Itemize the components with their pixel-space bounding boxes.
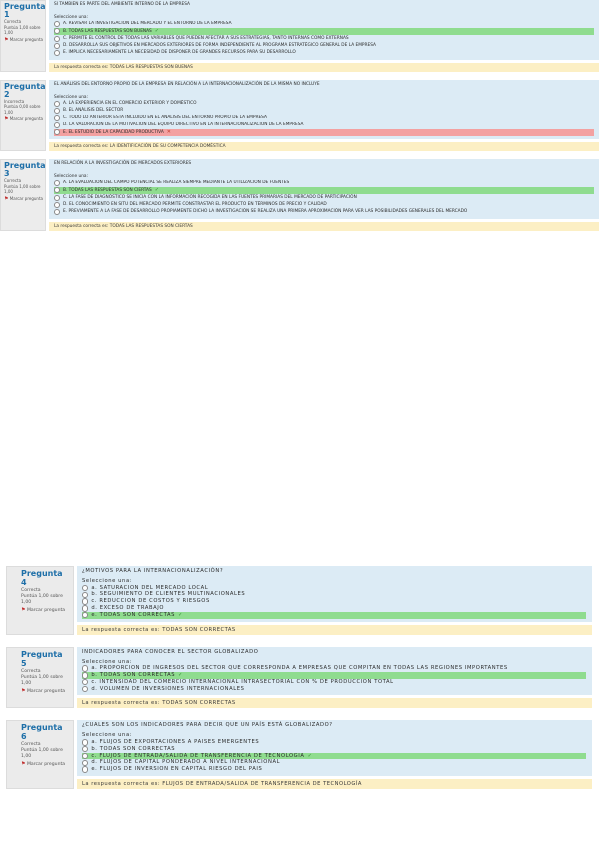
answer-option-text: a. SATURACIÓN DEL MERCADO LOCAL — [91, 584, 209, 591]
answer-options — [54, 21, 594, 57]
radio-button[interactable] — [54, 43, 60, 49]
question-points: Puntúa 1,00 sobre 1,00 — [21, 674, 63, 686]
quiz-review-bottom — [6, 566, 592, 789]
correct-answer-feedback: La respuesta correcta es: FLUJOS DE ENTRADA/SALIDA DE TRANSFERENCIA DE TECNOLOGÍA — [77, 779, 592, 789]
answer-option-4[interactable] — [54, 122, 594, 129]
answer-option-text: c. INTENSIDAD DEL COMERCIO INTERNACIONAL INTRASECTORIAL CON % DE PRODUCCIÓN TOTAL — [91, 678, 394, 685]
flag-question-label: Marcar pregunta — [26, 608, 66, 613]
answer-option-text: B. TODAS LAS RESPUESTAS SON CIERTAS — [63, 187, 152, 193]
flag-icon: ⚑ — [21, 761, 26, 768]
radio-button[interactable] — [82, 686, 88, 692]
question-block-1 — [0, 0, 599, 72]
radio-button[interactable] — [54, 180, 60, 186]
answer-option-text: d. EXCESO DE TRABAJO — [91, 605, 165, 612]
radio-button[interactable] — [82, 753, 88, 759]
question-content — [77, 566, 592, 635]
flag-question-link[interactable] — [4, 37, 43, 44]
question-content — [77, 647, 592, 709]
answer-option-4[interactable] — [82, 686, 586, 693]
cross-icon: ✕ — [166, 128, 171, 135]
flag-question-link[interactable] — [21, 607, 70, 614]
radio-button[interactable] — [54, 101, 60, 107]
question-form — [77, 720, 592, 776]
radio-button[interactable] — [82, 665, 88, 671]
answer-option-4[interactable] — [82, 605, 586, 612]
answer-options — [82, 739, 586, 773]
check-icon: ✓ — [178, 611, 183, 618]
question-form — [77, 566, 592, 622]
question-block-6 — [6, 720, 592, 789]
answer-option-4[interactable] — [54, 42, 594, 49]
answer-option-text: B. EL ANÁLISIS DEL SECTOR — [63, 108, 124, 114]
question-status: Correcta — [21, 588, 41, 593]
question-status: Correcta — [21, 742, 41, 748]
question-points: Puntúa 0,00 sobre 1,00 — [4, 104, 41, 115]
answer-option-text: c. REDUCCIÓN DE COSTOS Y RIESGOS — [91, 598, 210, 605]
check-icon: ✓ — [307, 752, 313, 759]
answer-option-5[interactable] — [54, 208, 594, 215]
answer-option-2[interactable] — [82, 746, 586, 753]
radio-button[interactable] — [82, 592, 88, 598]
question-info — [6, 720, 74, 789]
select-one-label: Seleccione una: — [82, 658, 133, 665]
question-number: Pregunta 5 — [21, 649, 63, 668]
flag-icon: ⚑ — [21, 687, 26, 694]
answer-option-text: b. TODAS SON CORRECTAS — [91, 672, 176, 679]
answer-option-5[interactable] — [54, 49, 594, 56]
radio-button[interactable] — [82, 679, 88, 685]
answer-option-4[interactable] — [82, 759, 586, 766]
flag-question-label: Marcar pregunta — [9, 195, 43, 201]
answer-option-3[interactable] — [54, 115, 594, 122]
answer-option-text: D. DESARROLLA SUS OBJETIVOS EN MERCADOS EXTERIORES DE FORMA INDEPENDIENTE AL PROGRAMA ESTRATÉGICO GENERAL DE LA EMPRESA — [63, 42, 376, 48]
question-status: Correcta — [4, 19, 22, 24]
question-status: Correcta — [21, 668, 41, 674]
question-number: Pregunta 3 — [4, 161, 46, 179]
radio-button[interactable] — [82, 746, 88, 752]
radio-button[interactable] — [54, 187, 60, 193]
flag-question-label: Marcar pregunta — [9, 36, 43, 42]
correct-answer-feedback: La respuesta correcta es: LA IDENTIFICACIÓN DE SU COMPETENCIA DOMÉSTICA — [49, 142, 599, 151]
select-one-label: Seleccione una: — [54, 174, 89, 180]
radio-button[interactable] — [54, 202, 60, 208]
answer-option-3[interactable] — [82, 753, 586, 760]
answer-option-text: d. VOLUMEN DE INVERSIONES INTERNACIONALES — [91, 685, 245, 692]
answer-option-1[interactable] — [54, 21, 594, 28]
question-info — [0, 159, 46, 231]
question-text: ¿CUALES SON LOS INDICADORES PARA DECIR QUE UN PAÍS ESTÁ GLOBALIZADO? — [82, 722, 333, 729]
select-one-label: Seleccione una: — [82, 578, 133, 584]
radio-button[interactable] — [54, 21, 60, 27]
answer-option-3[interactable] — [54, 35, 594, 42]
question-form — [49, 159, 599, 219]
flag-icon: ⚑ — [21, 607, 26, 613]
question-number: Pregunta 4 — [21, 569, 63, 587]
answer-option-text: C. PERMITE EL CONTROL DE TODAS LAS VARIABLES QUE PUEDEN AFECTAR A SUS ESTRATEGIAS, TANTO INTERNAS COMO EXTERNAS — [63, 35, 349, 41]
flag-question-link[interactable] — [21, 688, 70, 695]
correct-answer-feedback: La respuesta correcta es: TODAS SON CORRECTAS — [77, 698, 592, 708]
question-status: Correcta — [4, 178, 22, 184]
correct-answer-feedback: La respuesta correcta es: TODAS LAS RESPUESTAS SON CIERTAS — [49, 222, 599, 231]
question-form — [49, 0, 599, 60]
answer-option-text: d. FLUJOS DE CAPITAL PONDERADO A NIVEL INTERNACIONAL — [91, 759, 281, 766]
answer-option-text: e. TODAS SON CORRECTAS — [91, 611, 176, 618]
question-points: Puntúa 1,00 sobre 1,00 — [4, 24, 41, 36]
question-number: Pregunta 6 — [21, 723, 63, 742]
radio-button[interactable] — [54, 28, 60, 34]
answer-option-5[interactable] — [54, 129, 594, 136]
flag-icon: ⚑ — [4, 116, 9, 123]
question-content — [77, 720, 592, 789]
radio-button[interactable] — [82, 766, 88, 772]
select-one-label: Seleccione una: — [82, 732, 133, 739]
answer-option-2[interactable] — [82, 672, 586, 679]
answer-option-1[interactable] — [82, 585, 586, 592]
answer-option-text: D. EL CONOCIMIENTO EN SITU DEL MERCADO PERMITE CONSTRASTAR EL PRODUCTO EN TÉRMINOS DE PRECIO Y CALIDAD — [63, 202, 327, 208]
quiz-review-top — [0, 0, 599, 231]
answer-option-3[interactable] — [54, 194, 594, 201]
question-number: Pregunta 2 — [4, 81, 46, 99]
answer-option-text: D. LA VALORACIÓN DE LA MOTIVACIÓN DEL EQUIPO DIRECTIVO EN LA INTERNACIONALIZACIÓN DE LA EMPRESA — [63, 122, 304, 128]
radio-button[interactable] — [82, 605, 88, 611]
answer-option-1[interactable] — [82, 739, 586, 746]
question-form — [77, 647, 592, 696]
answer-option-text: C. TODO LO ANTERIOR ESTÁ INCLUIDO EN EL ANÁLISIS DEL ENTORNO PROPIO DE LA EMPRESA — [63, 115, 267, 121]
question-text: ¿MOTIVOS PARA LA INTERNACIONALIZACIÓN? — [82, 568, 224, 574]
radio-button[interactable] — [54, 36, 60, 42]
question-info — [6, 566, 74, 635]
radio-button[interactable] — [82, 760, 88, 766]
answer-option-text: a. FLUJOS DE EXPORTACIONES A PAÍSES EMERGENTES — [91, 739, 260, 746]
flag-question-label: Marcar pregunta — [26, 688, 66, 694]
radio-button[interactable] — [82, 585, 88, 591]
radio-button[interactable] — [54, 50, 60, 56]
flag-icon: ⚑ — [4, 195, 9, 202]
radio-button[interactable] — [82, 612, 88, 618]
question-text: SI TAMBIEN ES PARTE DEL AMBIENTE INTERNO DE LA EMPRESA — [54, 2, 190, 7]
answer-option-text: A. REVISAR LA INVESTIGACIÓN DEL MERCADO Y EL ENTORNO DE LA EMPRESA — [63, 21, 232, 27]
answer-option-1[interactable] — [54, 180, 594, 187]
radio-button[interactable] — [54, 129, 60, 135]
answer-option-text: A. LA EVALUACIÓN DEL CAMPO POTENCIAL SE REALIZA SIEMPRE MEDIANTE LA UTILIZACIÓN DE FUENTES — [63, 180, 290, 186]
answer-option-text: c. FLUJOS DE ENTRADA/SALIDA DE TRANSFERENCIA DE TECNOLOGÍA — [91, 752, 305, 759]
question-number: Pregunta 1 — [4, 2, 46, 19]
answer-option-1[interactable] — [82, 665, 586, 672]
question-status: Incorrecta — [4, 98, 25, 104]
flag-question-label: Marcar pregunta — [26, 762, 66, 768]
question-content — [49, 0, 599, 72]
answer-option-text: E. PREVIAMENTE A LA FASE DE DESARROLLO PROPIAMENTE DICHO LA INVESTIGACIÓN SE REALIZA UNA PRIMERA APROXIMACIÓN PARA VER LAS POSIBILIDADES GENERALES DEL MERCADO — [63, 209, 468, 215]
question-block-4 — [6, 566, 592, 635]
question-block-5 — [6, 647, 592, 709]
question-text: EN RELACIÓN A LA INVESTIGACIÓN DE MERCADOS EXTERIORES — [54, 161, 192, 167]
answer-options — [82, 665, 586, 692]
answer-option-text: E. IMPLICA NECESARIAMENTE LA NECESIDAD DE DISPONER DE GRANDES RECURSOS PARA SU DESARROLLO — [63, 50, 296, 56]
answer-option-text: a. PROPORCIÓN DE INGRESOS DEL SECTOR QUE CORRESPONDA A EMPRESAS QUE COMPITAN EN TODAS LAS REGIONES IMPORTANTES — [91, 665, 508, 672]
answer-option-3[interactable] — [82, 598, 586, 605]
question-content — [49, 80, 599, 152]
question-block-3 — [0, 159, 599, 231]
answer-option-1[interactable] — [54, 100, 594, 107]
answer-option-2[interactable] — [54, 107, 594, 114]
check-icon: ✓ — [154, 27, 159, 34]
check-icon: ✓ — [154, 186, 159, 193]
question-points: Puntúa 1,00 sobre 1,00 — [21, 594, 63, 605]
question-info — [0, 0, 46, 72]
answer-option-2[interactable] — [54, 28, 594, 35]
flag-question-link[interactable] — [4, 196, 43, 203]
radio-button[interactable] — [54, 108, 60, 114]
answer-option-5[interactable] — [82, 612, 586, 619]
question-text: EL ANÁLISIS DEL ENTORNO PROPIO DE LA EMPRESA EN RELACIÓN A LA INTERNACIONALIZACIÓN DE LA MISMA NO INCLUYE — [54, 81, 320, 87]
radio-button[interactable] — [54, 209, 60, 215]
select-one-label: Seleccione una: — [54, 15, 89, 20]
answer-option-text: B. TODAS LAS RESPUESTAS SON BUENAS — [63, 28, 152, 34]
answer-option-2[interactable] — [82, 591, 586, 598]
question-points: Puntúa 1,00 sobre 1,00 — [21, 748, 63, 760]
answer-options — [82, 585, 586, 619]
answer-option-text: E. EL ESTUDIO DE LA CAPACIDAD PRODUCTIVA — [63, 129, 164, 135]
question-text: INDICADORES PARA CONOCER EL SECTOR GLOBALIZADO — [82, 648, 259, 655]
radio-button[interactable] — [54, 195, 60, 201]
question-info — [6, 647, 74, 709]
answer-options — [54, 180, 594, 216]
radio-button[interactable] — [82, 672, 88, 678]
answer-options — [54, 100, 594, 136]
flag-question-label: Marcar pregunta — [9, 116, 43, 122]
answer-option-3[interactable] — [82, 679, 586, 686]
answer-option-4[interactable] — [54, 201, 594, 208]
check-icon: ✓ — [178, 672, 183, 679]
radio-button[interactable] — [82, 598, 88, 604]
flag-icon: ⚑ — [4, 36, 9, 43]
correct-answer-feedback: La respuesta correcta es: TODAS LAS RESPUESTAS SON BUENAS — [49, 63, 599, 72]
flag-question-link[interactable] — [4, 116, 43, 123]
answer-option-2[interactable] — [54, 187, 594, 194]
flag-question-link[interactable] — [21, 761, 70, 768]
answer-option-text: b. SEGUIMIENTO DE CLIENTES MULTINACIONALES — [91, 591, 246, 598]
radio-button[interactable] — [54, 115, 60, 121]
question-form — [49, 80, 599, 140]
answer-option-5[interactable] — [82, 766, 586, 773]
answer-option-text: A. LA EXPERIENCIA EN EL COMERCIO EXTERIOR Y DOMÉSTICO — [63, 100, 197, 106]
answer-option-text: b. TODAS SON CORRECTAS — [91, 745, 176, 752]
question-info — [0, 80, 46, 152]
radio-button[interactable] — [82, 739, 88, 745]
question-block-2 — [0, 80, 599, 152]
select-one-label: Seleccione una: — [54, 94, 89, 100]
answer-option-text: C. LA FASE DE DIAGNÓSTICO SE INICIA CON LA INFORMACIÓN RECOGIDA EN LAS FUENTES PRIMARIAS DEL MERCADO DE PARTICIPACIÓN — [63, 194, 357, 200]
correct-answer-feedback: La respuesta correcta es: TODAS SON CORRECTAS — [77, 625, 592, 635]
question-content — [49, 159, 599, 231]
radio-button[interactable] — [54, 122, 60, 128]
question-points: Puntúa 1,00 sobre 1,00 — [4, 183, 41, 195]
answer-option-text: e. FLUJOS DE INVERSIÓN EN CAPITAL RIESGO DEL PAÍS — [91, 766, 263, 773]
